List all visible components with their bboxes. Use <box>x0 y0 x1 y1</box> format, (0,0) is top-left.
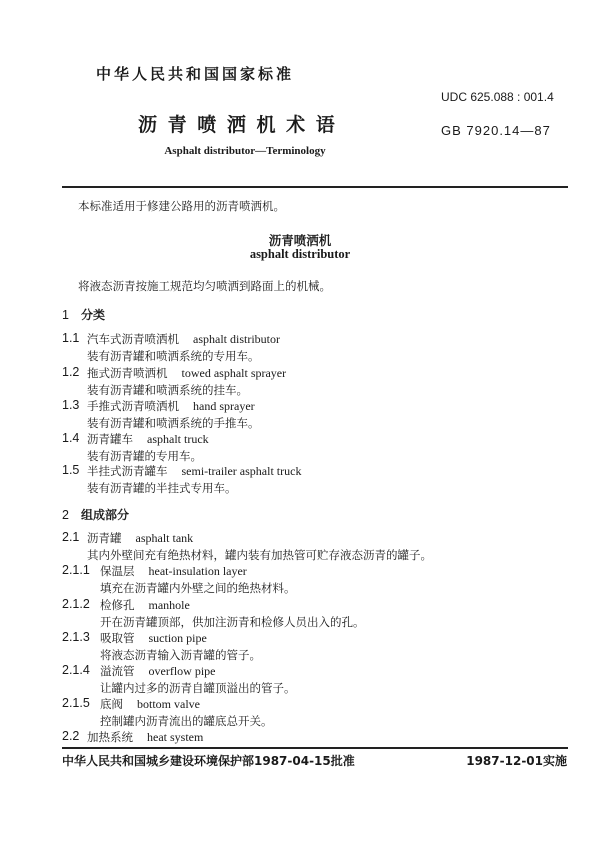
intro-text: 本标准适用于修建公路用的沥青喷洒机。 <box>78 199 285 213</box>
term-definition: 装有沥青罐和喷洒系统的专用车。 <box>87 349 260 363</box>
term-entry <box>100 563 247 579</box>
term-cn: 检修孔 <box>100 598 135 612</box>
term-definition: 装有沥青罐的专用车。 <box>87 449 202 463</box>
term-entry <box>87 431 209 447</box>
term-cn: 手推式沥青喷洒机 <box>87 399 179 413</box>
term-entry <box>100 597 190 613</box>
udc-code: UDC 625.088 : 001.4 <box>441 90 554 104</box>
term-en: hand sprayer <box>193 399 255 413</box>
section-number: 2 <box>62 508 69 522</box>
term-en: asphalt distributor <box>193 332 280 346</box>
main-term-en: asphalt distributor <box>249 247 351 261</box>
main-term-definition: 将液态沥青按施工规范均匀喷洒到路面上的机械。 <box>78 279 331 293</box>
term-cn: 拖式沥青喷洒机 <box>87 366 168 380</box>
term-entry <box>87 729 203 745</box>
term-cn: 半挂式沥青罐车 <box>87 464 168 478</box>
term-definition: 装有沥青罐和喷洒系统的手推车。 <box>87 416 260 430</box>
term-cn: 沥青罐 <box>87 531 122 545</box>
term-number: 1.2 <box>62 365 80 379</box>
term-definition: 控制罐内沥青流出的罐底总开关。 <box>100 714 273 728</box>
term-en: overflow pipe <box>148 664 216 678</box>
term-definition: 让罐内过多的沥青自罐顶溢出的管子。 <box>100 681 296 695</box>
section-title: 分类 <box>80 308 105 322</box>
national-standard-heading: 中华人民共和国国家标准 <box>95 65 294 83</box>
term-number: 1.3 <box>62 398 80 412</box>
term-entry <box>87 331 280 347</box>
term-cn: 溢流管 <box>100 664 135 678</box>
top-rule <box>62 186 568 188</box>
main-term-cn: 沥青喷洒机 <box>268 233 332 248</box>
term-definition: 其内外壁间充有绝热材料，罐内装有加热管可贮存液态沥青的罐子。 <box>87 548 432 562</box>
term-entry <box>100 696 200 712</box>
term-cn: 底阀 <box>100 697 123 711</box>
term-en: towed asphalt sprayer <box>181 366 287 380</box>
term-en: asphalt truck <box>147 432 209 446</box>
term-entry <box>87 530 193 546</box>
term-number: 1.5 <box>62 463 80 477</box>
term-en: asphalt tank <box>135 531 194 545</box>
term-number: 2.1.4 <box>62 663 90 677</box>
term-en: heat-insulation layer <box>148 564 247 578</box>
term-en: suction pipe <box>148 631 207 645</box>
bottom-rule <box>62 747 568 749</box>
term-cn: 加热系统 <box>87 730 133 744</box>
term-definition: 装有沥青罐和喷洒系统的挂车。 <box>87 383 248 397</box>
term-entry <box>87 463 301 479</box>
term-definition: 装有沥青罐的半挂式专用车。 <box>87 481 237 495</box>
term-number: 2.1 <box>62 530 80 544</box>
term-en: manhole <box>148 598 190 612</box>
term-entry <box>87 398 255 414</box>
term-cn: 吸取管 <box>100 631 135 645</box>
approval-line: 中华人民共和国城乡建设环境保护部1987-04-15批准 <box>62 754 355 768</box>
term-cn: 沥青罐车 <box>87 432 133 446</box>
section-heading <box>62 306 105 323</box>
term-en: bottom valve <box>137 697 200 711</box>
term-en: heat system <box>147 730 204 744</box>
title-en: Asphalt distributor—Terminology <box>164 145 326 157</box>
term-number: 2.1.3 <box>62 630 90 644</box>
term-definition: 填充在沥青罐内外壁之间的绝热材料。 <box>100 581 296 595</box>
term-number: 2.1.2 <box>62 597 90 611</box>
term-number: 2.2 <box>62 729 80 743</box>
term-definition: 将液态沥青输入沥青罐的管子。 <box>100 648 261 662</box>
term-number: 1.4 <box>62 431 80 445</box>
term-en: semi-trailer asphalt truck <box>181 464 302 478</box>
term-entry <box>87 365 286 381</box>
term-entry <box>100 630 207 646</box>
term-cn: 汽车式沥青喷洒机 <box>87 332 179 346</box>
term-number: 2.1.5 <box>62 696 90 710</box>
term-entry <box>100 663 215 679</box>
gb-code: GB 7920.14—87 <box>441 123 551 138</box>
section-heading <box>62 506 129 523</box>
section-title: 组成部分 <box>80 508 129 522</box>
effective-date: 1987-12-01实施 <box>466 754 567 768</box>
term-definition: 开在沥青罐顶部，供加注沥青和检修人员出入的孔。 <box>100 615 365 629</box>
term-cn: 保温层 <box>100 564 135 578</box>
section-number: 1 <box>62 308 69 322</box>
title-cn: 沥 青 喷 洒 机 术 语 <box>138 114 335 136</box>
term-number: 2.1.1 <box>62 563 90 577</box>
term-number: 1.1 <box>62 331 80 345</box>
